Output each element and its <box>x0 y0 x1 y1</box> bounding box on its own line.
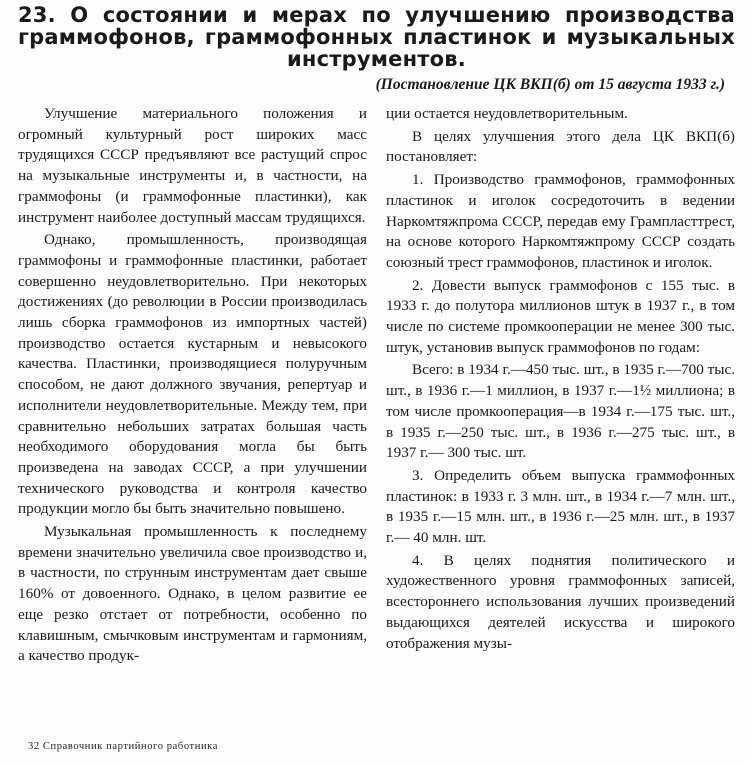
left-paragraph-1: Улучшение материального положения и огромный культурный рост широких масс трудящихся СССР предъявляют все растущий спрос на музыкальные инструменты и, в частности, на граммофоны (и граммофонные пластинки), как инструмент наиболее доступный массам трудящихся. <box>18 105 367 226</box>
right-paragraph-4: Всего: в 1934 г.—450 тыс. шт., в 1935 г.—700 тыс. шт., в 1936 г.—1 миллион, в 1937 г.—1½ миллиона; в том числе промкооперация—в 1934 г.—175 тыс. шт., в 1935 г.—250 тыс. шт., в 1936 г.—275 тыс. шт., в 1937 г.— 300 тыс. шт. <box>386 361 735 462</box>
page-footer: 32 Справочник партийного работника <box>28 741 218 752</box>
right-paragraph-2: 1. Производство граммофонов, граммофонных пластинок и иголок сосредоточить в ведении Наркомтяжпрома СССР, передав ему Грампласттрест, на основе которого Наркомтяжпрому СССР создать союзный трест граммофонов, пластинок и иголок. <box>386 171 735 271</box>
right-paragraph-1: В целях улучшения этого дела ЦК ВКП(б) постановляет: <box>386 127 735 166</box>
left-column <box>18 104 367 667</box>
right-paragraph-3: 2. Довести выпуск граммофонов с 155 тыс. в 1933 г. до полутора миллионов штук в 1937 г., в том числе по системе промкооперации не менее 300 тыс. штук, установив выпуск граммофонов по годам: <box>386 276 735 356</box>
section-title-line-2: граммофонов, граммофонных пластинок и музыкальных <box>18 25 735 49</box>
right-column <box>386 104 735 667</box>
right-paragraph-6: 4. В целях поднятия политического и художественного уровня граммофонных записей, всестороннего использования лучших произведений выдающихся деятелей искусства и широкого отображения музы- <box>386 551 735 652</box>
left-paragraph-3: Музыкальная промышленность к последнему времени значительно увеличила свое производство и, в частности, по струнным инструментам дает свыше 160% от довоенного. Однако, в целом развитие ее еще резко отстает от потребности, особенно по клавишным, смычковым инструментам и гармониям, а качество продук- <box>18 523 367 665</box>
left-paragraph-2: Однако, промышленность, производящая граммофоны и граммофонные пластинки, работает совершенно неудовлетворительно. При некоторых достижениях (до революции в России производилась лишь сборка граммофонов из импортных частей) производство остается кустарным и невысокого качества. Пластинки, производящиеся полуручным способом, не дают должного звучания, репертуар и исполнители неудовлетворительные. Между тем, при сравнительно небольших затратах большая часть необходимого оборудования могла бы быть произведена на заводах СССР, а при улучшении технического руководства и контроля качество продукции могло бы быть значительно повышено. <box>18 231 367 518</box>
right-paragraph-5: 3. Определить объем выпуска граммофонных пластинок: в 1933 г. 3 млн. шт., в 1934 г.—7 млн. шт., в 1935 г.—15 млн. шт., в 1936 г.—25 млн. шт., в 1937 г.— 40 млн. шт. <box>386 466 735 547</box>
text-columns <box>18 104 735 667</box>
section-title-line-1: 23. О состоянии и мерах по улучшению производства <box>18 3 735 27</box>
resolution-subtitle: (Постановление ЦК ВКП(б) от 15 августа 1933 г.) <box>375 76 725 93</box>
section-title <box>18 4 735 70</box>
section-title-line-3: инструментов. <box>287 47 466 71</box>
right-paragraph-continuation: ции остается неудовлетворительным. <box>386 105 628 122</box>
